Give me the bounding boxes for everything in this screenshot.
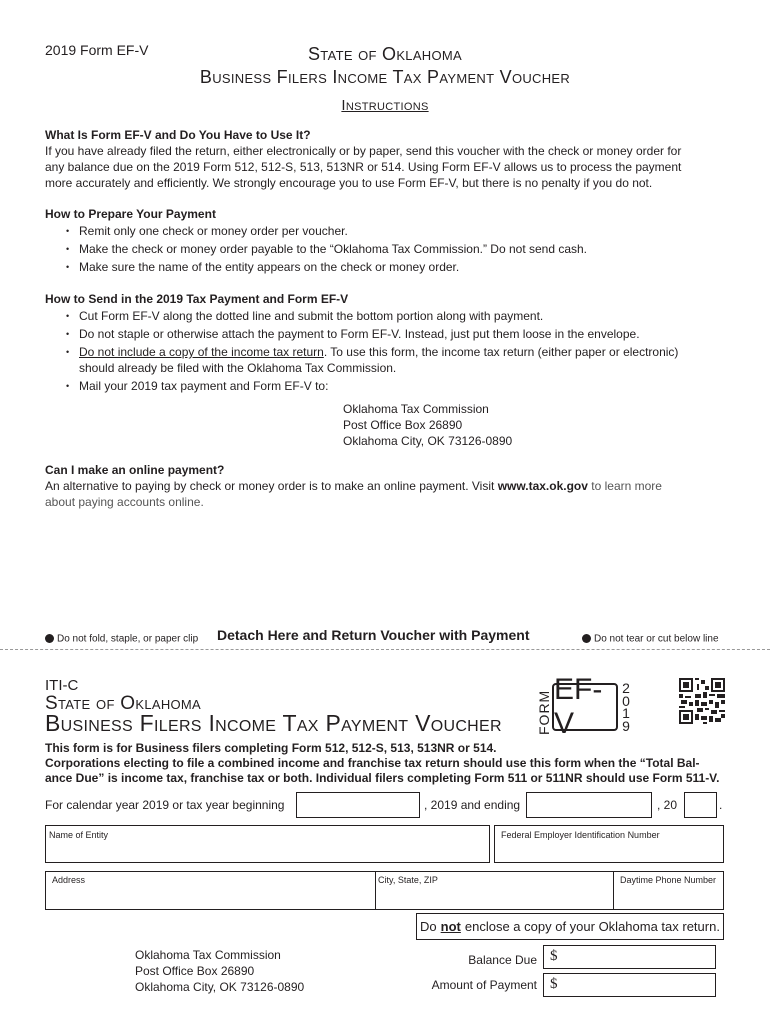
balance-due-field[interactable] xyxy=(543,945,716,969)
address-line: Oklahoma Tax Commission xyxy=(343,402,489,416)
voucher-title: Business Filers Income Tax Payment Voucher xyxy=(45,710,502,736)
enclosure-note: Do not enclose a copy of your Oklahoma tax return. xyxy=(416,913,724,940)
year-vertical: 2 0 1 9 xyxy=(622,680,630,734)
voucher-code: ITI-C xyxy=(45,677,79,694)
paragraph-line: any balance due on the 2019 Form 512, 512-S, 513, 513NR or 514. Using Form EF-V allows us to process the payment xyxy=(45,160,682,174)
section-heading: How to Prepare Your Payment xyxy=(45,207,216,221)
tax-year-end-year-field[interactable] xyxy=(684,792,717,818)
address-field[interactable] xyxy=(45,871,375,910)
tax-year-end-field[interactable] xyxy=(526,792,652,818)
detach-instruction: Detach Here and Return Voucher with Payment xyxy=(217,627,530,643)
voucher-description: This form is for Business filers completing Form 512, 512-S, 513, 513NR or 514. Corporations electing to file a combined income and franchise tax return should use this form when the “Total Bal- ance Due” is income tax, franchise tax or both. Individual filers completing Form 511 or 511NR should use Form 511-V. xyxy=(45,741,720,785)
section-heading: What Is Form EF-V and Do You Have to Use It? xyxy=(45,128,311,142)
state-heading: State of Oklahoma xyxy=(307,44,463,64)
bullet-item: • Cut Form EF-V along the dotted line and submit the bottom portion along with payment. xyxy=(45,308,735,324)
section-what-is xyxy=(45,128,735,191)
section-heading: How to Send in the 2019 Tax Payment and Form EF-V xyxy=(45,292,349,306)
underlined-text: Do not include a copy of the income tax return xyxy=(79,345,324,359)
calendar-period: . xyxy=(719,798,723,812)
voucher-mailing-address xyxy=(135,947,304,995)
paragraph-line xyxy=(45,478,735,494)
balance-due-label: Balance Due xyxy=(468,953,537,967)
bullet-item: • Make sure the name of the entity appears on the check or money order. xyxy=(45,259,735,275)
address-line: Oklahoma Tax Commission xyxy=(135,948,281,962)
form-year-label: 2019 Form EF-V xyxy=(45,42,149,58)
dollar-sign: $ xyxy=(550,976,558,992)
calendar-end-label: , 20 xyxy=(657,798,678,812)
right-note: Do not tear or cut below line xyxy=(582,630,719,648)
detach-row xyxy=(45,627,725,647)
tax-year-begin-field[interactable] xyxy=(296,792,420,818)
bullet-item: • Make the check or money order payable to the “Oklahoma Tax Commission.” Do not send cash. xyxy=(45,241,735,257)
calendar-year-label: For calendar year 2019 or tax year beginning xyxy=(45,798,285,812)
paragraph-line: about paying accounts online. xyxy=(45,495,204,509)
field-label: Federal Employer Identification Number xyxy=(501,830,660,840)
address-line: Post Office Box 26890 xyxy=(135,964,255,978)
field-label: Address xyxy=(52,875,86,885)
voucher-state: State of Oklahoma xyxy=(45,693,202,714)
form-id-box: EF-V xyxy=(552,683,618,731)
name-of-entity-field[interactable] xyxy=(45,825,490,863)
left-note: Do not fold, staple, or paper clip xyxy=(45,630,198,648)
fein-field[interactable] xyxy=(494,825,724,863)
instructions-heading: Instructions xyxy=(341,97,429,114)
field-label: Daytime Phone Number xyxy=(620,875,717,885)
daytime-phone-field[interactable] xyxy=(614,871,724,910)
page-title: Business Filers Income Tax Payment Voucher xyxy=(199,67,571,87)
paragraph-line: more accurately and efficiently. We strongly encourage you to use Form EF-V, but there is no penalty if you do not. xyxy=(45,176,653,190)
section-heading: Can I make an online payment? xyxy=(45,463,225,477)
bullet-dot-icon xyxy=(45,634,54,643)
bullet-item: • Mail your 2019 tax payment and Form EF-V to: xyxy=(45,378,735,394)
website-link[interactable]: www.tax.ok.gov xyxy=(497,479,588,493)
address-line: Post Office Box 26890 xyxy=(343,418,463,432)
field-label: City, State, ZIP xyxy=(378,875,438,885)
city-state-zip-field[interactable] xyxy=(376,871,613,910)
amount-of-payment-label: Amount of Payment xyxy=(431,978,537,992)
text: to learn more xyxy=(587,479,662,493)
dollar-sign: $ xyxy=(550,948,558,964)
field-label: Name of Entity xyxy=(49,830,109,840)
bullet-dot-icon xyxy=(582,634,591,643)
section-online xyxy=(45,463,735,510)
amount-of-payment-field[interactable] xyxy=(543,973,716,997)
bullet-item: • Remit only one check or money order per voucher. xyxy=(45,223,735,239)
section-prepare xyxy=(45,207,735,277)
calendar-mid-label: , 2019 and ending xyxy=(424,798,521,812)
bullet-item xyxy=(45,344,735,376)
form-word-vertical: FORM xyxy=(536,689,552,735)
cut-line xyxy=(0,649,770,650)
paragraph-line: If you have already filed the return, either electronically or by paper, send this voucher with the check or money order for xyxy=(45,144,682,158)
bullet-text: . To use this form, the income tax return (either paper or electronic) xyxy=(323,345,679,359)
bullet-text: should already be filed with the Oklahoma Tax Commission. xyxy=(79,361,397,375)
text: An alternative to paying by check or money order is to make an online payment. Visit xyxy=(45,479,498,493)
bullet-item: • Do not staple or otherwise attach the payment to Form EF-V. Instead, just put them loose in the envelope. xyxy=(45,326,735,342)
mailing-address xyxy=(343,401,512,449)
address-line: Oklahoma City, OK 73126-0890 xyxy=(343,434,513,448)
section-send xyxy=(45,292,735,396)
address-line: Oklahoma City, OK 73126-0890 xyxy=(135,980,305,994)
qr-code-icon xyxy=(679,678,725,724)
